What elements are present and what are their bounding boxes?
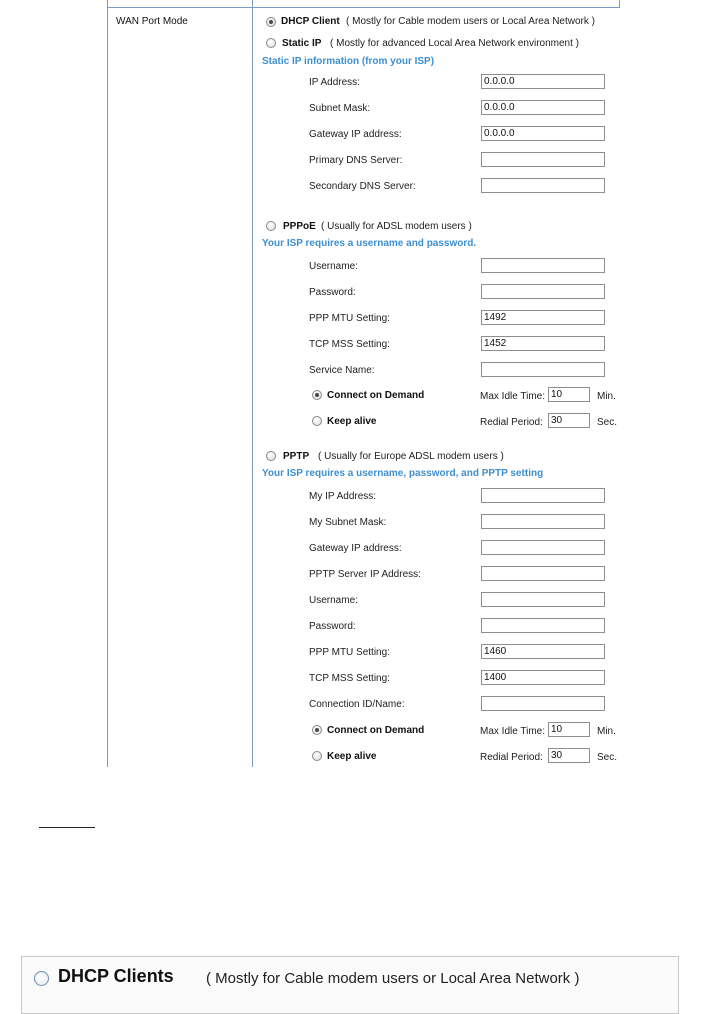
pppoe-keep-alive-radio[interactable]: [312, 416, 322, 426]
static-field-input[interactable]: [481, 74, 605, 89]
pptp-connect-on-demand-radio[interactable]: [312, 725, 322, 735]
frame-right-border: [619, 0, 620, 8]
pptp-field-label: TCP MSS Setting:: [309, 673, 390, 684]
pptp-field-label: Username:: [309, 595, 358, 606]
pppoe-field-input[interactable]: [481, 336, 605, 351]
pptp-connect-on-demand-label: Connect on Demand: [327, 725, 425, 736]
static-field-input[interactable]: [481, 100, 605, 115]
frame-column-divider: [252, 0, 253, 767]
pppoe-redial-input[interactable]: [548, 413, 590, 428]
zoomed-dhcp-radio-icon: [34, 971, 49, 986]
pppoe-field-label: Password:: [309, 287, 356, 298]
wan-port-mode-label: WAN Port Mode: [116, 16, 188, 27]
pptp-keep-alive-radio[interactable]: [312, 751, 322, 761]
pptp-radio[interactable]: [266, 451, 276, 461]
underline-mark: [39, 827, 95, 828]
static-field-label: Subnet Mask:: [309, 103, 371, 114]
dhcp-radio[interactable]: [266, 17, 276, 27]
pptp-heading: Your ISP requires a username, password, and PPTP setting: [262, 468, 544, 479]
pppoe-note: ( Usually for ADSL modem users ): [321, 221, 472, 232]
frame-top-border: [107, 7, 620, 8]
pppoe-field-input[interactable]: [481, 258, 605, 273]
static-ip-radio[interactable]: [266, 38, 276, 48]
static-ip-title: Static IP: [282, 38, 322, 49]
pptp-field-label: My IP Address:: [309, 491, 377, 502]
pptp-title: PPTP: [283, 451, 310, 462]
pppoe-keep-alive-label: Keep alive: [327, 416, 377, 427]
static-field-label: Secondary DNS Server:: [309, 181, 416, 192]
pppoe-field-input[interactable]: [481, 310, 605, 325]
static-field-input[interactable]: [481, 126, 605, 141]
pppoe-field-label: PPP MTU Setting:: [309, 313, 390, 324]
zoomed-dhcp-title: DHCP Clients: [58, 966, 174, 986]
pptp-field-label: My Subnet Mask:: [309, 517, 387, 528]
pptp-field-input[interactable]: [481, 592, 605, 607]
pptp-redial-input[interactable]: [548, 748, 590, 763]
zoomed-dhcp-note: ( Mostly for Cable modem users or Local Area Network ): [206, 970, 580, 987]
pppoe-field-label: Service Name:: [309, 365, 375, 376]
pptp-note: ( Usually for Europe ADSL modem users ): [318, 451, 504, 462]
frame-left-border: [107, 0, 108, 767]
static-field-label: IP Address:: [309, 77, 360, 88]
pptp-field-label: PPP MTU Setting:: [309, 647, 390, 658]
pptp-max-idle-input[interactable]: [548, 722, 590, 737]
static-ip-heading: Static IP information (from your ISP): [262, 56, 435, 67]
pptp-redial-label: Redial Period:: [480, 752, 543, 763]
pppoe-field-label: TCP MSS Setting:: [309, 339, 390, 350]
pptp-field-input[interactable]: [481, 514, 605, 529]
pppoe-field-input[interactable]: [481, 284, 605, 299]
pptp-field-input[interactable]: [481, 670, 605, 685]
pppoe-redial-label: Redial Period:: [480, 417, 543, 428]
pptp-keep-alive-label: Keep alive: [327, 751, 377, 762]
pppoe-max-idle-unit: Min.: [597, 391, 616, 402]
pppoe-redial-unit: Sec.: [597, 417, 618, 428]
pptp-field-input[interactable]: [481, 644, 605, 659]
pptp-max-idle-label: Max Idle Time:: [480, 726, 546, 737]
static-ip-note: ( Mostly for advanced Local Area Network environment ): [330, 38, 579, 49]
static-field-label: Gateway IP address:: [309, 129, 402, 140]
pppoe-heading: Your ISP requires a username and password.: [262, 238, 477, 249]
dhcp-title: DHCP Client: [281, 16, 340, 27]
pptp-field-input[interactable]: [481, 618, 605, 633]
pptp-field-label: Gateway IP address:: [309, 543, 402, 554]
pppoe-field-input[interactable]: [481, 362, 605, 377]
pptp-field-label: PPTP Server IP Address:: [309, 569, 421, 580]
pptp-field-input[interactable]: [481, 696, 605, 711]
pppoe-title: PPPoE: [283, 221, 316, 232]
pptp-field-label: Connection ID/Name:: [309, 699, 405, 710]
pppoe-connect-on-demand-radio[interactable]: [312, 390, 322, 400]
pppoe-max-idle-input[interactable]: [548, 387, 590, 402]
pppoe-max-idle-label: Max Idle Time:: [480, 391, 546, 402]
pptp-max-idle-unit: Min.: [597, 726, 616, 737]
static-field-input[interactable]: [481, 178, 605, 193]
dhcp-note: ( Mostly for Cable modem users or Local Area Network ): [346, 16, 595, 27]
pptp-field-label: Password:: [309, 621, 356, 632]
static-field-label: Primary DNS Server:: [309, 155, 403, 166]
pppoe-field-label: Username:: [309, 261, 358, 272]
pptp-field-input[interactable]: [481, 540, 605, 555]
static-field-input[interactable]: [481, 152, 605, 167]
pptp-field-input[interactable]: [481, 566, 605, 581]
pptp-redial-unit: Sec.: [597, 752, 618, 763]
pppoe-connect-on-demand-label: Connect on Demand: [327, 390, 425, 401]
pppoe-radio[interactable]: [266, 221, 276, 231]
pptp-field-input[interactable]: [481, 488, 605, 503]
